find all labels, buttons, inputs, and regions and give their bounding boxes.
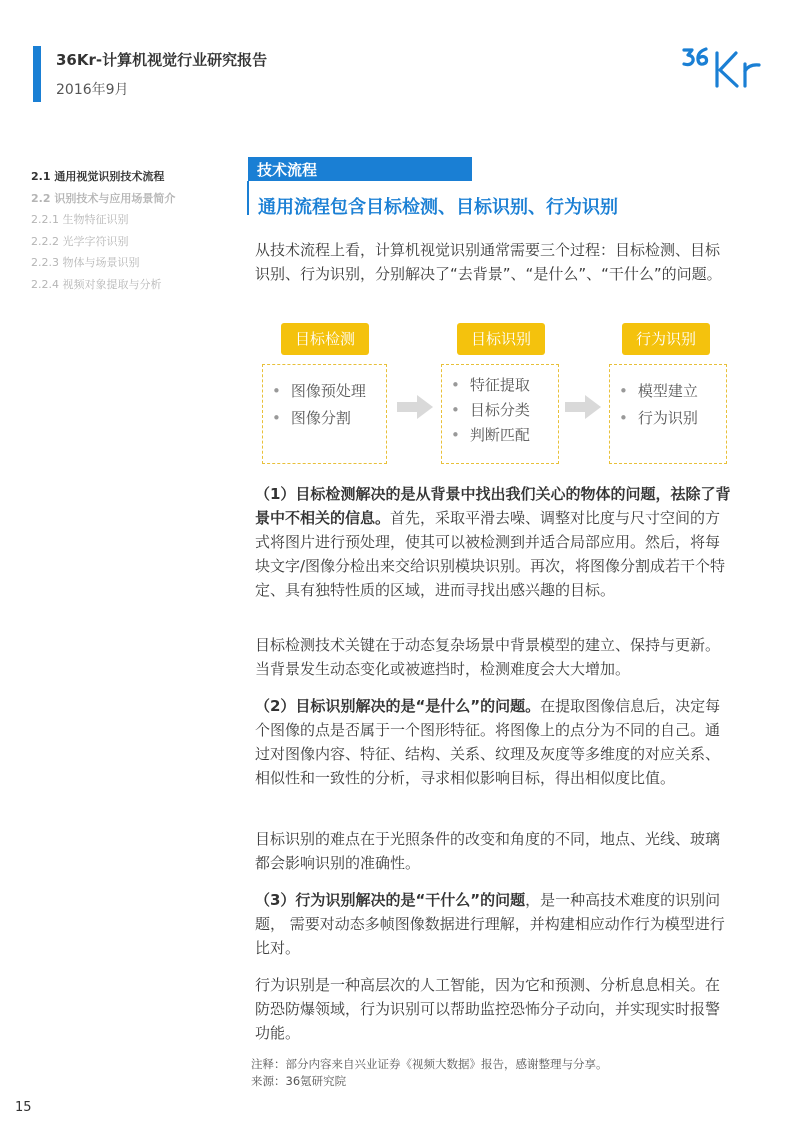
paragraph-body: 首先，采取平滑去噪、调整对比度与尺寸空间的方式将图片进行预处理，使其可以被检测到并适合局部应用。然后，将每块文字/图像分检出来交给识别模块识别。再次，将图像分割成若干个特定、具有独特性质的区域，进而寻找出感兴趣的目标。 — [255, 509, 726, 599]
paragraph-detection-key — [255, 633, 731, 681]
paragraph-body: 目标检测技术关键在于动态复杂场景中背景模型的建立、保持与更新。当背景发生动态变化或被遮挡时，检测难度会大大增加。 — [255, 636, 721, 678]
flow-step-behavior-label: 行为识别 — [622, 323, 710, 355]
section-title-accent — [247, 181, 249, 215]
section-tab — [248, 157, 472, 181]
toc-item-2-2-3[interactable]: 2.2.3 物体与场景识别 — [31, 256, 140, 269]
report-date: 2016年9月 — [56, 82, 129, 98]
flow-arrow-icon — [565, 395, 601, 419]
flow-step-recognition-box — [441, 364, 559, 464]
paragraph-lead: （2）目标识别解决的是“是什么”的问题。 — [255, 697, 541, 715]
flow-step-item: • 行为识别 — [619, 405, 726, 432]
footnote-source: 来源：36氪研究院 — [251, 1074, 347, 1088]
flow-step-item: • 目标分类 — [451, 398, 558, 423]
paragraph-recognition — [255, 694, 731, 790]
header-accent-bar — [33, 46, 41, 102]
flow-step-item: • 图像分割 — [272, 405, 386, 432]
page-number: 15 — [15, 1100, 32, 1115]
paragraph-behavior-ai — [255, 973, 731, 1045]
flow-step-item: • 模型建立 — [619, 378, 726, 405]
flow-arrow-icon — [397, 395, 433, 419]
toc-item-2-1[interactable]: 2.1 通用视觉识别技术流程 — [31, 170, 165, 183]
flow-step-recognition-label: 目标识别 — [457, 323, 545, 355]
paragraph-detection — [255, 482, 731, 602]
paragraph-body: 目标识别的难点在于光照条件的改变和角度的不同，地点、光线、玻璃都会影响识别的准确性。 — [255, 830, 721, 872]
paragraph-behavior — [255, 888, 731, 960]
intro-paragraph: 从技术流程上看，计算机视觉识别通常需要三个过程：目标检测、目标识别、行为识别，分别解决了“去背景”、“是什么”、“干什么”的问题。 — [255, 241, 722, 283]
paragraph-body: 行为识别是一种高层次的人工智能，因为它和预测、分析息息相关。在防恐防爆领域，行为识别可以帮助监控恐怖分子动向，并实现实时报警功能。 — [255, 976, 721, 1042]
footnote-note: 注释：部分内容来自兴业证券《视频大数据》报告，感谢整理与分享。 — [251, 1057, 608, 1071]
flow-step-item: • 特征提取 — [451, 373, 558, 398]
flow-step-item: • 图像预处理 — [272, 378, 386, 405]
toc-item-2-2[interactable]: 2.2 识别技术与应用场景简介 — [31, 191, 176, 205]
paragraph-body: 在提取图像信息后，决定每个图像的点是否属于一个图形特征。将图像上的点分为不同的自己。通过对图像内容、特征、结构、关系、纹理及灰度等多维度的对应关系、相似性和一致性的分析，寻求相似影响目标，得出相似度比值。 — [255, 697, 721, 787]
section-tab-label: 技术流程 — [257, 161, 318, 179]
paragraph-lead: （1）目标检测解决的是从背景中找出我们关心的物体的问题，祛除了背景中不相关的信息。 — [255, 485, 731, 527]
36kr-logo — [681, 44, 765, 92]
toc-item-2-2-4[interactable]: 2.2.4 视频对象提取与分析 — [31, 277, 162, 291]
flow-step-detection-label: 目标检测 — [281, 323, 369, 355]
paragraph-lead: （3）行为识别解决的是“干什么”的问题 — [255, 891, 526, 909]
paragraph-body: ，是一种高技术难度的识别问题， 需要对动态多帧图像数据进行理解，并构建相应动作行为模型进行比对。 — [255, 891, 725, 957]
report-title: 36Kr-计算机视觉行业研究报告 — [56, 51, 268, 69]
flow-step-detection-box — [262, 364, 387, 464]
flow-step-behavior-box — [609, 364, 727, 464]
toc-item-2-2-2[interactable]: 2.2.2 光学字符识别 — [31, 234, 129, 248]
paragraph-recognition-difficulty — [255, 827, 731, 875]
flow-step-item: • 判断匹配 — [451, 423, 558, 448]
toc-item-2-2-1[interactable]: 2.2.1 生物特征识别 — [31, 213, 129, 226]
table-of-contents — [31, 166, 231, 295]
section-title: 通用流程包含目标检测、目标识别、行为识别 — [258, 197, 618, 218]
